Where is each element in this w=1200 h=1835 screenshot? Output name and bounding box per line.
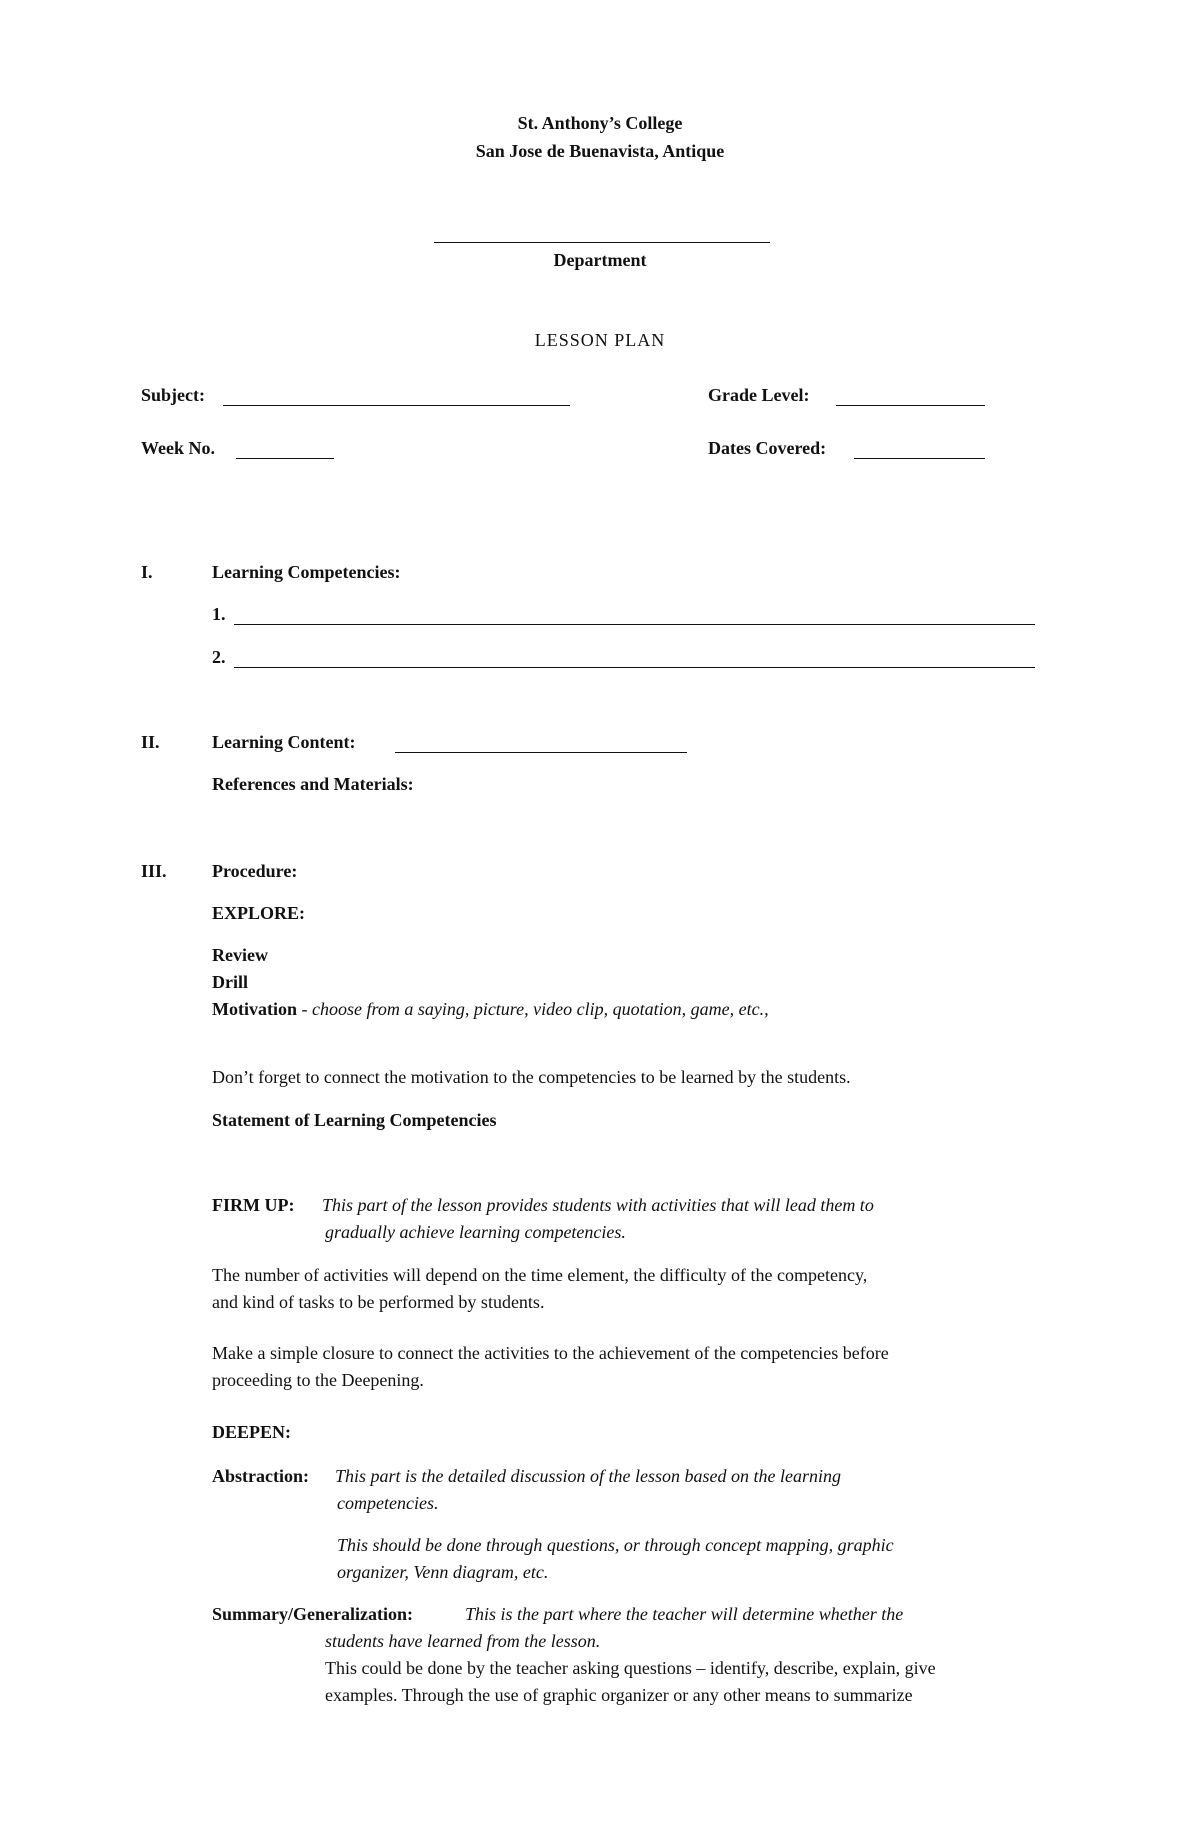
competency-item-1: 1.: [212, 604, 226, 624]
week-blank-line: [236, 458, 334, 459]
closure-line-1: Make a simple closure to connect the activities to the achievement of the competencies before: [212, 1343, 889, 1363]
statement-heading: Statement of Learning Competencies: [212, 1110, 497, 1130]
summary-line-1: This is the part where the teacher will determine whether the: [465, 1604, 904, 1624]
subject-blank-line: [223, 405, 570, 406]
section-3-title: Procedure:: [212, 861, 298, 881]
department-blank-line: [434, 242, 770, 243]
competency-2-blank-line: [234, 667, 1035, 668]
deepen-heading: DEEPEN:: [212, 1422, 292, 1442]
document-title: LESSON PLAN: [534, 330, 666, 350]
activities-line-1: The number of activities will depend on the time element, the difficulty of the competency,: [212, 1265, 868, 1285]
section-2-numeral: II.: [141, 732, 160, 752]
grade-level-label: Grade Level:: [708, 385, 810, 405]
competency-1-blank-line: [234, 624, 1035, 625]
dates-covered-label: Dates Covered:: [708, 438, 827, 458]
abstraction-line-2: competencies.: [337, 1493, 439, 1513]
references-label: References and Materials:: [212, 774, 414, 794]
learning-content-blank-line: [395, 752, 687, 753]
motivation-line: [212, 999, 769, 1020]
week-label: Week No.: [141, 438, 215, 458]
firm-up-label: FIRM UP:: [212, 1195, 295, 1215]
department-label: Department: [553, 250, 647, 270]
section-1-title: Learning Competencies:: [212, 562, 401, 582]
drill-label: Drill: [212, 972, 248, 992]
motivation-label: Motivation: [212, 999, 297, 1019]
competency-item-2: 2.: [212, 647, 226, 667]
dates-covered-blank-line: [854, 458, 985, 459]
school-location: San Jose de Buenavista, Antique: [475, 141, 725, 161]
activities-line-2: and kind of tasks to be performed by students.: [212, 1292, 545, 1312]
summary-label: Summary/Generalization:: [212, 1604, 413, 1624]
subject-label: Subject:: [141, 385, 205, 405]
dont-forget-note: Don’t forget to connect the motivation to the competencies to be learned by the students.: [212, 1067, 851, 1087]
closure-line-2: proceeding to the Deepening.: [212, 1370, 424, 1390]
summary-line-2: students have learned from the lesson.: [325, 1631, 601, 1651]
section-3-numeral: III.: [141, 861, 167, 881]
section-2-title: Learning Content:: [212, 732, 356, 752]
motivation-note: choose from a saying, picture, video clip, quotation, game, etc.,: [312, 999, 769, 1019]
school-name: St. Anthony’s College: [517, 113, 683, 133]
abstraction-line-4: organizer, Venn diagram, etc.: [337, 1562, 549, 1582]
abstraction-line-3: This should be done through questions, or through concept mapping, graphic: [337, 1535, 894, 1555]
review-label: Review: [212, 945, 268, 965]
section-1-numeral: I.: [141, 562, 153, 582]
abstraction-line-1: This part is the detailed discussion of the lesson based on the learning: [335, 1466, 841, 1486]
summary-line-4: examples. Through the use of graphic organizer or any other means to summarize: [325, 1685, 913, 1705]
firm-up-line-1: This part of the lesson provides students with activities that will lead them to: [322, 1195, 874, 1215]
abstraction-label: Abstraction:: [212, 1466, 309, 1486]
grade-level-blank-line: [836, 405, 985, 406]
motivation-dash: -: [297, 999, 312, 1019]
explore-heading: EXPLORE:: [212, 903, 306, 923]
firm-up-line-2: gradually achieve learning competencies.: [325, 1222, 626, 1242]
summary-line-3: This could be done by the teacher asking questions – identify, describe, explain, give: [325, 1658, 936, 1678]
